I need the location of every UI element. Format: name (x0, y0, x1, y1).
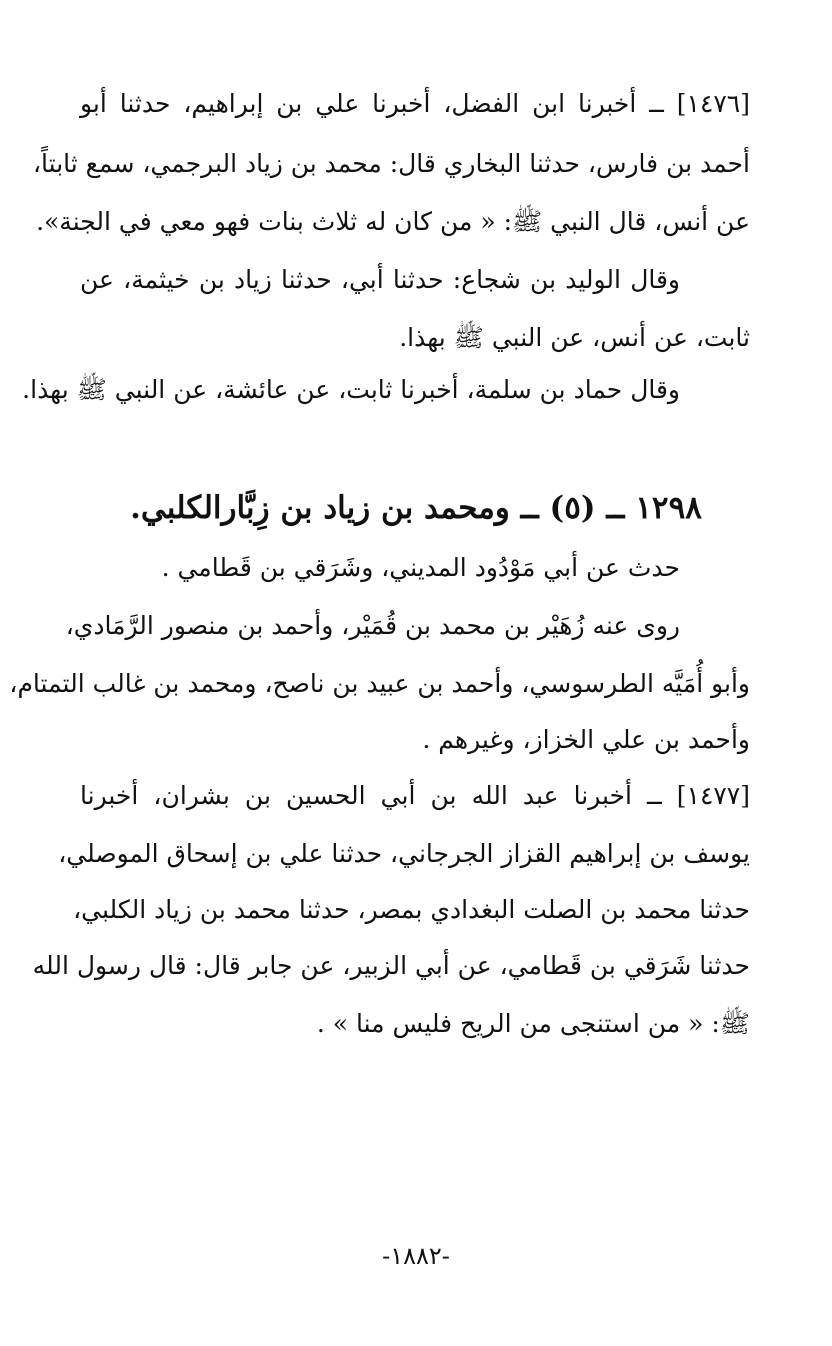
hadith-1477-line-2: يوسف بن إبراهيم القزاز الجرجاني، حدثنا علي بن إسحاق الموصلي، (58, 839, 750, 868)
narrators-line-2: وأبو أُمَيَّه الطرسوسي، وأحمد بن عبيد بن ناصح، ومحمد بن غالب التمتام، (9, 669, 750, 698)
hadith-1477-line-4: حدثنا شَرَقي بن قَطامي، عن أبي الزبير، عن جابر قال: قال رسول الله (32, 951, 750, 980)
hadith-1476-line-3: عن أنس، قال النبي ﷺ: « من كان له ثلاث بنات فهو معي في الجنة». (36, 207, 750, 236)
narrators-line-1: روى عنه زُهَيْر بن محمد بن قُمَيْر، وأحمد بن منصور الرَّمَادي، (65, 611, 680, 640)
walid-line-2: ثابت، عن أنس، عن النبي ﷺ بهذا. (399, 323, 750, 352)
hadith-1477-line-3: حدثنا محمد بن الصلت البغدادي بمصر، حدثنا محمد بن زياد الكلبي، (73, 895, 750, 924)
hammad-line: وقال حماد بن سلمة، أخبرنا ثابت، عن عائشة، عن النبي ﷺ بهذا. (22, 375, 680, 404)
page-number: -١٨٨٢- (382, 1242, 450, 1270)
narrators-line-3: وأحمد بن علي الخزاز، وغيرهم . (422, 725, 750, 754)
narrated-from-line: حدث عن أبي مَوْدُود المديني، وشَرَقي بن قَطامي . (161, 553, 680, 582)
hadith-1476-line-1: [١٤٧٦] ــ أخبرنا ابن الفضل، أخبرنا علي بن إبراهيم، حدثنا أبو (80, 89, 750, 118)
hadith-1477-line-5: ﷺ: « من استنجى من الريح فليس منا » . (316, 1009, 750, 1038)
hadith-1477-line-1: [١٤٧٧] ــ أخبرنا عبد الله بن أبي الحسين بن بشران، أخبرنا (80, 781, 750, 810)
hadith-1476-line-2: أحمد بن فارس، حدثنا البخاري قال: محمد بن زياد البرجمي، سمع ثابتاً، (32, 149, 750, 178)
walid-line-1: وقال الوليد بن شجاع: حدثنا أبي، حدثنا زياد بن خيثمة، عن (80, 265, 680, 294)
entry-heading: ١٢٩٨ ــ (٥) ــ ومحمد بن زياد بن زِبَّارالكلبي. (130, 490, 702, 526)
